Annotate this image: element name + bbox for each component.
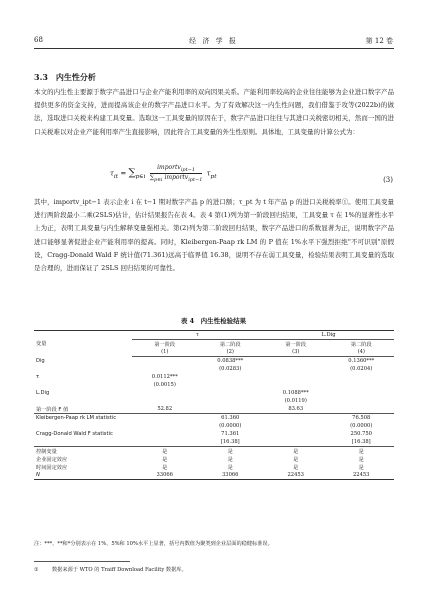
table-cell: [16.38] (329, 438, 395, 447)
table-cell (263, 438, 329, 447)
regression-table (34, 330, 394, 480)
stage-header: 第一阶段 (154, 341, 176, 348)
table-cell (263, 430, 329, 438)
paragraph-1: 本文的内生性主要源于数字产品进口与企业产能利用率的双向因果关系。产能利用率较高的企业往往能够为企业进口数字产品提供更多的资金支持，进而提高该企业的数字产品进口水平。为了有效解决这一内生性问题，我们借鉴于攻等(2022b)的做法，选取进口关税来构建工具变量。选取这一工具变量的原因在于，数字产品进口往往与其进口关税密切相关，然而一国的进口关税难以对企业产能利用率产生直接影响，因此符合工具变量的外生性原则。具体地，工具变量的计算公式为： (34, 88, 394, 136)
row-label: 第一阶段 F 值 (34, 405, 132, 414)
table-cell: 是 (358, 448, 364, 455)
var-header: 变量 (34, 331, 132, 357)
table-cell: (0.0283) (219, 366, 242, 372)
table-cell: 是 (358, 464, 364, 471)
table-row (34, 414, 394, 423)
table-cell: 33066 (132, 471, 198, 480)
eq-sum-sub: p∈i (135, 174, 146, 181)
section-title: 3.3 内生性分析 (34, 72, 96, 82)
table-cell: 是 (293, 464, 299, 471)
table-cell: 是 (358, 456, 364, 463)
column-number: (3) (263, 348, 329, 357)
table-cell (132, 357, 198, 366)
stage-header: 第二阶段 (350, 341, 372, 348)
equation-3 (110, 164, 217, 183)
column-number: (1) (132, 348, 198, 357)
table-cell: 是 (293, 448, 299, 455)
table-cell: (0.0119) (284, 398, 307, 404)
row-label (34, 422, 132, 430)
table-cell: 52.82 (132, 405, 198, 414)
row-label: Kleibergen-Paap rk LM statistic (36, 415, 117, 421)
table-row (34, 447, 394, 456)
table-cell (198, 397, 264, 405)
table-cell: 22453 (263, 471, 329, 480)
table-cell: 61.360 (221, 415, 240, 421)
table-row (34, 405, 394, 414)
table-cell: 76.508 (352, 415, 371, 421)
eq-equals: = (120, 169, 127, 178)
table-cell (263, 357, 329, 366)
row-label (34, 397, 132, 405)
eq-tail: τ (206, 169, 211, 178)
group-header-tau: τ (132, 331, 263, 340)
table-cell: 250.750 (350, 431, 372, 437)
table-row (34, 397, 394, 405)
row-label (34, 438, 132, 447)
table-cell (198, 389, 264, 397)
table-cell: 是 (227, 464, 233, 471)
row-label: Dig (36, 357, 45, 364)
table-cell (198, 373, 264, 381)
footnote-text: 数据来源于 WTO 的 Traiff Download Facility 数据库。 (52, 567, 187, 573)
table-cell (198, 381, 264, 389)
table-row (34, 389, 394, 397)
footnote (34, 566, 187, 573)
journal-title: 经 济 学 报 (189, 37, 238, 45)
table-cell (329, 397, 395, 405)
table-cell: 是 (227, 456, 233, 463)
table-row (34, 471, 394, 480)
eq-sum: ∑ (128, 167, 136, 179)
table-cell (329, 373, 395, 381)
row-label: Cragg-Donald Wald F statistic (36, 431, 113, 437)
row-label (34, 381, 132, 389)
table-cell (263, 422, 329, 430)
table-cell: 是 (227, 448, 233, 455)
table-cell: 33066 (198, 471, 264, 480)
row-label: N (34, 471, 132, 480)
table-cell (198, 405, 264, 414)
eq-lhs: τ (110, 169, 114, 178)
column-number: (2) (198, 348, 264, 357)
row-label: 控制变量 (36, 448, 57, 455)
row-label: 企业固定效应 (36, 456, 68, 463)
table-cell (132, 422, 198, 430)
table-cell: 0.0838*** (217, 358, 244, 364)
table-cell: 是 (162, 464, 168, 471)
table-note: 注：***、**和*分别表示在 1%、5%和 10%水平上显著，括号内数值为聚类到企业层面的稳健标准误。 (34, 541, 273, 547)
table-row (34, 430, 394, 438)
table-row (34, 373, 394, 381)
table-caption: 表 4 内生性检验结果 (180, 317, 247, 325)
table-cell: (0.0000) (219, 423, 242, 429)
row-label (34, 365, 132, 373)
header-rule (34, 48, 394, 49)
table-row (34, 381, 394, 389)
table-cell (132, 389, 198, 397)
page-number: 68 (34, 36, 43, 44)
stage-header: 第二阶段 (219, 341, 241, 348)
table-cell (329, 405, 395, 414)
column-number: (4) (329, 348, 395, 357)
table-cell (329, 381, 395, 389)
table-cell: (0.0204) (350, 366, 373, 372)
table-cell: 22453 (329, 471, 395, 480)
eq-denominator: $\sum_{p\in i}$ importv$_{ipt-1}$ (149, 174, 203, 184)
table-row (34, 438, 394, 447)
table-cell: 是 (162, 456, 168, 463)
table-cell: (0.0015) (153, 382, 176, 388)
table-cell: [16.38] (198, 438, 264, 447)
eq-fraction (150, 164, 203, 183)
eq-numerator: importv$_{ipt-1}$ (150, 164, 203, 174)
stage-header: 第一阶段 (285, 341, 307, 348)
table-cell (132, 365, 198, 373)
table-cell (132, 397, 198, 405)
volume-label: 第 12 卷 (365, 37, 393, 45)
table-row (34, 357, 394, 366)
table-cell (132, 430, 198, 438)
table-cell (263, 414, 329, 423)
footnote-mark: ① (34, 567, 39, 573)
equation-number: (3) (383, 176, 393, 184)
footnote-rule (34, 561, 130, 562)
table-cell (263, 365, 329, 373)
table-cell (329, 389, 395, 397)
table-cell: 是 (162, 448, 168, 455)
row-label: τ (36, 374, 40, 380)
table-cell: 0.0112*** (151, 374, 178, 380)
table-row (34, 455, 394, 463)
table-row (34, 365, 394, 373)
table-cell: 83.63 (263, 405, 329, 414)
group-header-ldig: L.Dig (263, 331, 394, 340)
table-cell: (0.0000) (350, 423, 373, 429)
table-cell (263, 381, 329, 389)
table-cell (132, 414, 198, 423)
row-label: L.Dig (36, 390, 50, 396)
eq-tail-sub: pt (210, 174, 217, 181)
table-cell: 0.1360*** (348, 358, 375, 364)
table-cell: 0.1088*** (282, 390, 309, 396)
table-cell: 是 (293, 456, 299, 463)
row-label: 时间固定效应 (36, 464, 68, 471)
table-cell (132, 438, 198, 447)
eq-lhs-sub: it (113, 174, 119, 181)
paragraph-2: 其中，importv_ipt−1 表示企业 i 在 t−1 期对数字产品 p 的进口额；τ_pt 为 t 年产品 p 的进口关税税率①。使用工具变量进行两阶段最小二乘(2SLS)估计，估计结果报告在表 4。表 4 第(1)列为第一阶段回归结果，工具变量 τ 在 1%的显著性水平上为正，表明工具变量与内生解释变量强相关。第(2)列为第二阶段回归结果，数字产品进口的系数显著为正，说明数字产品进口能够显著促进企业产能利用率的提高。同时，Kleibergen-Paap rk LM 的 P 值在 1%水平下强烈拒绝"不可识别"原假设，Cragg-Donald Wald F 统计值(71.361)远高于临界值 16.38，说明不存在弱工具变量，检验结果表明工具变量的选取是合理的，进而保证了 2SLS 回归结果的可靠性。 (34, 198, 394, 273)
table-cell (263, 373, 329, 381)
table-cell: 71.361 (221, 431, 240, 437)
table-row (34, 463, 394, 471)
table-row (34, 422, 394, 430)
